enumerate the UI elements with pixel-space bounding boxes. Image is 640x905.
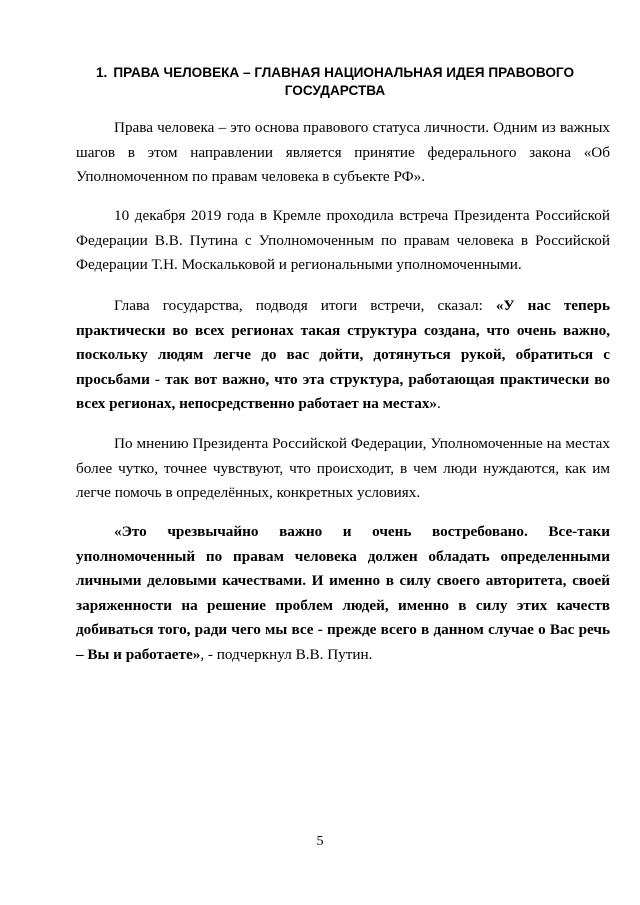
paragraph-2: 10 декабря 2019 года в Кремле проходила встреча Президента Российской Федерации В.В. Путина с Уполномоченным по правам человека в Российской Федерации Т.Н. Москальковой и региональными уполномоченными. xyxy=(76,207,610,273)
section-heading xyxy=(92,64,578,100)
paragraph-5 xyxy=(76,520,610,667)
paragraph-4: По мнению Президента Российской Федерации, Уполномоченные на местах более чутко, точнее чувствуют, что происходит, в чем люди нуждаются, как им легче помочь в определённых, конкретных условиях. xyxy=(76,435,610,501)
paragraph-3-intro: Глава государства, подводя итоги встречи, сказал: xyxy=(114,297,496,314)
paragraph-3 xyxy=(76,294,610,417)
paragraph-1: Права человека – это основа правового статуса личности. Одним из важных шагов в этом направлении является принятие федерального закона «Об Уполномоченном по правам человека в субъекте РФ». xyxy=(76,119,610,185)
section-title: ПРАВА ЧЕЛОВЕКА – ГЛАВНАЯ НАЦИОНАЛЬНАЯ ИДЕЯ ПРАВОВОГО ГОСУДАРСТВА xyxy=(113,65,575,98)
section-number: 1. xyxy=(95,65,108,80)
paragraph-3-end: . xyxy=(437,395,441,412)
paragraph-3-quote: «У нас теперь практически во всех регионах такая структура создана, что очень важно, поскольку людям легче до вас дойти, дотянуться рукой, обратиться с просьбами - так вот важно, что эта структура, работающая практически во всех регионах, непосредственно работает на местах» xyxy=(76,297,610,412)
paragraph-5-end: , - подчеркнул В.В. Путин. xyxy=(200,645,373,663)
page-number: 5 xyxy=(316,834,324,849)
paragraph-5-quote: «Это чрезвычайно важно и очень востребовано. Все-таки уполномоченный по правам человека должен обладать определенными личными деловыми качествами. И именно в силу своего авторитета, своей заряженности на решение проблем людей, именно в силу этих качеств добиваться того, ради чего мы все - прежде всего в данном случае о Вас речь – Вы и работаете» xyxy=(76,523,610,663)
